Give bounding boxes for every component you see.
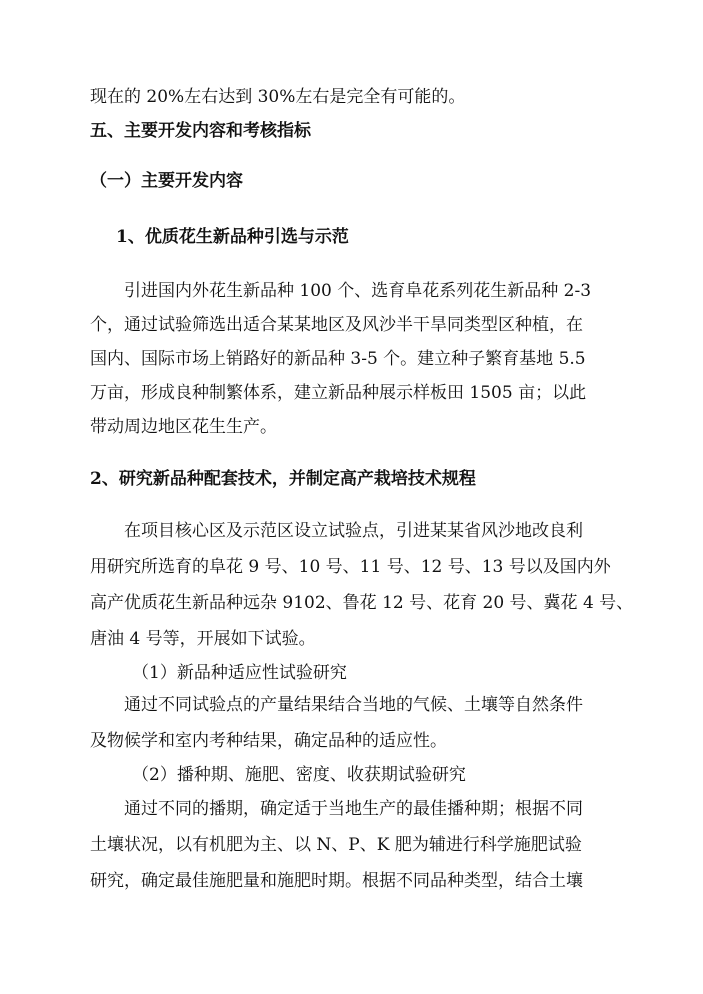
subitem-heading: （1）新品种适应性试验研究: [132, 663, 347, 683]
paragraph-line: 唐油 4 号等，开展如下试验。: [90, 629, 316, 649]
paragraph-line: 在项目核心区及示范区设立试验点，引进某某省风沙地改良利: [124, 521, 583, 541]
paragraph-line: 研究，确定最佳施肥量和施肥时期。根据不同品种类型，结合土壤: [90, 871, 583, 891]
paragraph-line: 用研究所选育的阜花 9 号、10 号、11 号、12 号、13 号以及国内外: [90, 557, 611, 577]
paragraph-line: 国内、国际市场上销路好的新品种 3-5 个。建立种子繁育基地 5.5: [90, 349, 586, 369]
paragraph-line: 带动周边地区花生生产。: [90, 417, 277, 437]
paragraph-line: 现在的 20%左右达到 30%左右是完全有可能的。: [90, 87, 466, 107]
paragraph-line: 万亩，形成良种制繁体系，建立新品种展示样板田 1505 亩；以此: [90, 383, 587, 403]
paragraph-line: 个，通过试验筛选出适合某某地区及风沙半干旱同类型区种植，在: [90, 315, 583, 335]
paragraph-line: 通过不同的播期，确定适于当地生产的最佳播种期；根据不同: [124, 799, 583, 819]
paragraph-line: 引进国内外花生新品种 100 个、选育阜花系列花生新品种 2-3: [124, 281, 592, 301]
subitem-heading: （2）播种期、施肥、密度、收获期试验研究: [132, 765, 466, 785]
paragraph-line: 及物候学和室内考种结果，确定品种的适应性。: [90, 731, 447, 751]
paragraph-line: 高产优质花生新品种远杂 9102、鲁花 12 号、花育 20 号、冀花 4 号、: [90, 593, 634, 613]
paragraph-line: 通过不同试验点的产量结果结合当地的气候、土壤等自然条件: [124, 695, 583, 715]
item-heading: 2、研究新品种配套技术，并制定高产栽培技术规程: [90, 469, 476, 489]
subsection-heading: （一）主要开发内容: [90, 171, 243, 191]
item-heading: 1、优质花生新品种引选与示范: [116, 227, 349, 247]
paragraph-line: 土壤状况，以有机肥为主、以 N、P、K 肥为辅进行科学施肥试验: [90, 835, 582, 855]
section-heading: 五、主要开发内容和考核指标: [90, 121, 311, 141]
